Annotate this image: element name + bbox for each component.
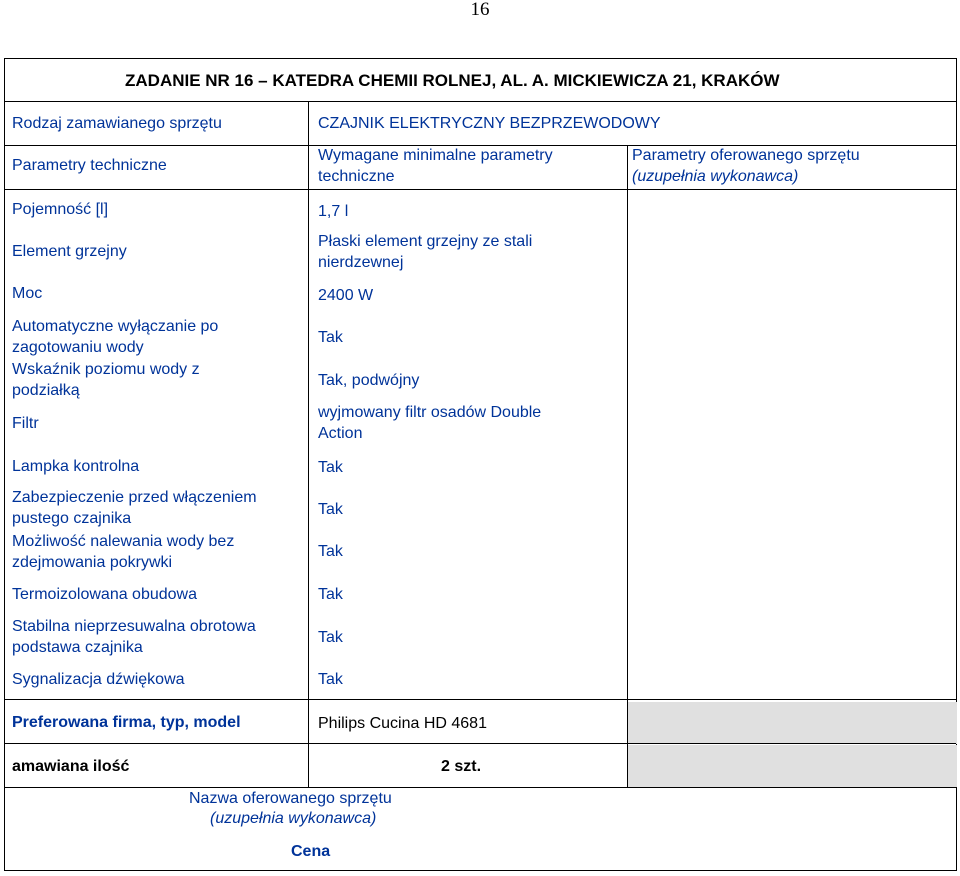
row-param: Element grzejny: [12, 243, 127, 260]
row-value: Płaski element grzejny ze stali: [318, 233, 533, 250]
row-param: Pojemność [l]: [12, 201, 109, 218]
row-param-cont: podziałką: [12, 382, 80, 399]
required-header-line1: Wymagane minimalne parametry: [318, 147, 553, 164]
row-value: Tak: [318, 501, 343, 518]
offered-header-line2: (uzupełnia wykonawca): [632, 168, 799, 185]
required-header-line2: techniczne: [318, 168, 395, 185]
row-value: Tak: [318, 629, 343, 646]
row-value-cont: Action: [318, 425, 363, 442]
row-param: Wskaźnik poziomu wody z: [12, 361, 200, 378]
offered-model-field: [628, 702, 957, 744]
quantity-value: 2 szt.: [441, 758, 482, 775]
row-value: Tak: [318, 543, 343, 560]
offered-header-line1: Parametry oferowanego sprzętu: [632, 147, 860, 164]
row-param: Automatyczne wyłączanie po: [12, 318, 219, 335]
price-label: Cena: [291, 843, 331, 860]
row-value: Tak: [318, 586, 343, 603]
row-value: Tak: [318, 329, 343, 346]
row-value: wyjmowany filtr osadów Double: [318, 404, 542, 421]
task-title: ZADANIE NR 16 – KATEDRA CHEMII ROLNEJ, AL. A. MICKIEWICZA 21, KRAKÓW: [125, 71, 780, 90]
row-param: Sygnalizacja dźwiękowa: [12, 671, 185, 688]
quantity-label: amawiana ilość: [12, 758, 130, 775]
row-value: Tak: [318, 671, 343, 688]
row-value-cont: nierdzewnej: [318, 254, 404, 271]
row-param: Moc: [12, 285, 43, 302]
row-value: Tak, podwójny: [318, 372, 420, 389]
offered-name-label: Nazwa oferowanego sprzętu: [189, 790, 392, 807]
preferred-model-label: Preferowana firma, typ, model: [12, 714, 241, 731]
row-param: Lampka kontrolna: [12, 458, 140, 475]
row-param: Termoizolowana obudowa: [12, 586, 197, 603]
row-param: Filtr: [12, 415, 39, 432]
row-param: Możliwość nalewania wody bez: [12, 533, 235, 550]
row-param-cont: zagotowaniu wody: [12, 339, 144, 356]
specification-table: [4, 58, 957, 871]
row-param-cont: podstawa czajnika: [12, 639, 143, 656]
row-param-cont: pustego czajnika: [12, 510, 132, 527]
row-param-cont: zdejmowania pokrywki: [12, 554, 173, 571]
row-value: 2400 W: [318, 287, 374, 304]
row-param: Zabezpieczenie przed włączeniem: [12, 489, 257, 506]
offered-quantity-field: [628, 745, 957, 787]
params-header: Parametry techniczne: [12, 157, 167, 174]
offered-name-note: (uzupełnia wykonawca): [210, 810, 377, 827]
equipment-type-value: CZAJNIK ELEKTRYCZNY BEZPRZEWODOWY: [318, 115, 661, 132]
row-value: 1,7 l: [318, 203, 349, 220]
row-value: Tak: [318, 459, 343, 476]
row-param: Stabilna nieprzesuwalna obrotowa: [12, 618, 256, 635]
page-number: 16: [470, 0, 490, 20]
equipment-type-label: Rodzaj zamawianego sprzętu: [12, 115, 222, 132]
preferred-model-value: Philips Cucina HD 4681: [318, 715, 487, 732]
